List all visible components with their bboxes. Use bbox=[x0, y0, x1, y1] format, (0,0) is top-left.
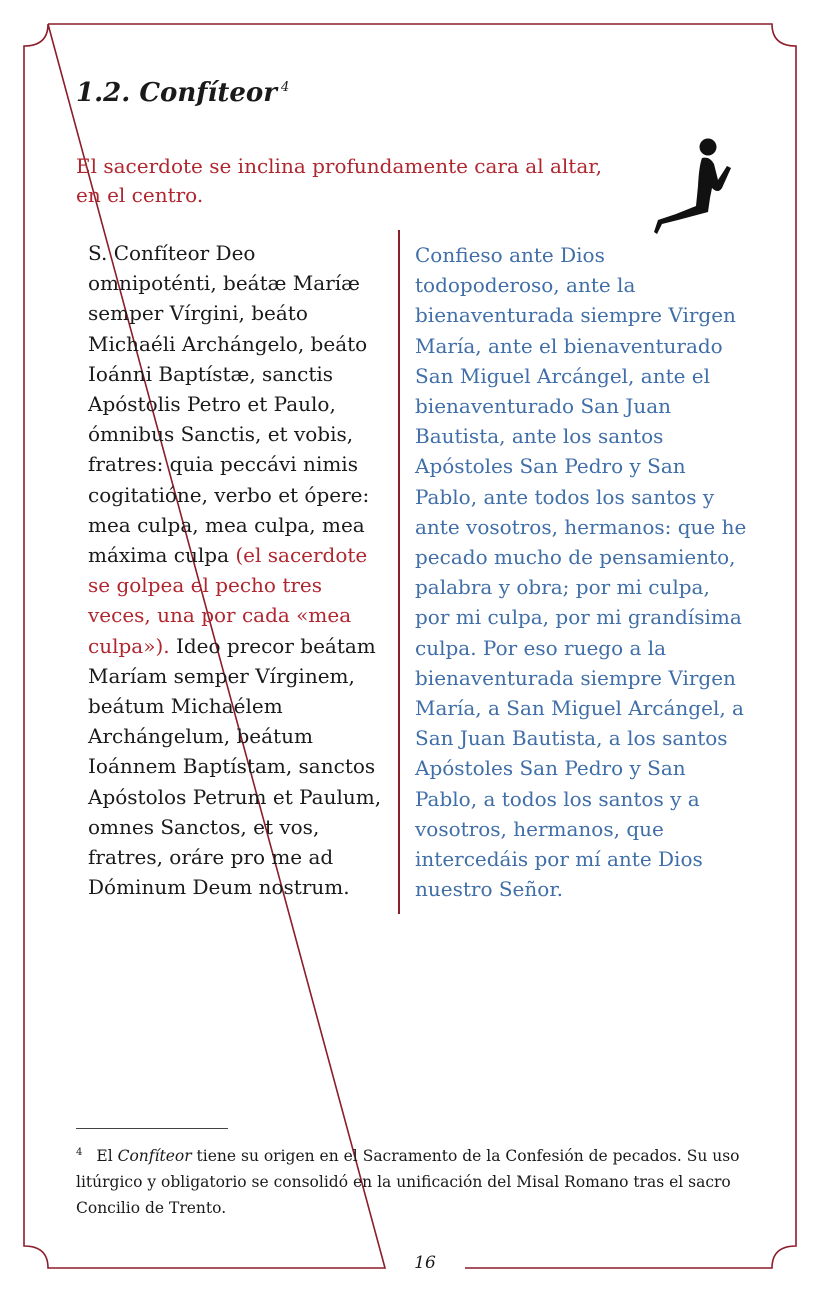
page-number: 16 bbox=[414, 1253, 436, 1273]
footnote-reference: 4 bbox=[280, 80, 290, 96]
section-number: 1.2. bbox=[76, 78, 131, 108]
footnote-term: Confíteor bbox=[117, 1147, 192, 1165]
column-divider bbox=[398, 230, 400, 914]
latin-text-column bbox=[88, 238, 388, 902]
footnote-prefix: El bbox=[96, 1147, 113, 1165]
spanish-translation-column: Confieso ante Dios todopoderoso, ante la bienaventurada siempre Virgen María, ante el bienaventurado San Miguel Arcángel, ante el bienaventurado San Juan Bautista, ante los santos Apóstoles San Pedro y San Pablo, ante todos los santos y ante vosotros, hermanos: que he pecado mucho de pensamiento, palabra y obra; por mi culpa, por mi culpa, por mi grandísima culpa. Por eso ruego a la bienaventurada siempre Virgen María, a San Miguel Arcángel, a San Juan Bautista, a los santos Apóstoles San Pedro y San Pablo, a todos los santos y a vosotros, hermanos, que intercedáis por mí ante Dios nuestro Señor. bbox=[415, 243, 747, 902]
kneeling-figure-icon bbox=[652, 136, 732, 240]
footnote bbox=[76, 1140, 756, 1221]
latin-text-continued: Ideo precor beátam Maríam semper Vírginem, beátum Michaélem Archángelum, beátum Ioánnem Baptístam, sanctos Apóstolos Petrum et Paulum, omnes Sanctos, et vos, fratres, oráre pro me ad Dóminum Deum nostrum. bbox=[88, 633, 382, 900]
section-title: Confíteor bbox=[139, 78, 277, 108]
footnote-rule bbox=[76, 1128, 228, 1129]
footnote-text: tiene su origen en el Sacramento de la Confesión de pecados. Su uso litúrgico y obligatorio se consolidó en la unificación del Misal Romano tras el sacro Concilio de Trento. bbox=[76, 1147, 740, 1217]
section-heading bbox=[76, 78, 289, 108]
latin-text: S. Confíteor Deo omnipoténti, beátæ Maríæ semper Vírgini, beáto Michaéli Archángelo, beáto Ioánni Baptístæ, sanctis Apóstolis Petro et Paulo, ómnibus Sanctis, et vobis, fratres: quia peccávi nimis cogitatióne, verbo et ópere: mea culpa, mea culpa, mea máxima culpa bbox=[88, 241, 370, 568]
inline-rubric: (el sacerdote se golpea el pecho tres veces, una por cada «mea culpa»). bbox=[88, 543, 368, 658]
footnote-mark: 4 bbox=[76, 1147, 83, 1158]
rubric-instruction: El sacerdote se inclina profundamente cara al altar, en el centro. bbox=[76, 154, 602, 207]
